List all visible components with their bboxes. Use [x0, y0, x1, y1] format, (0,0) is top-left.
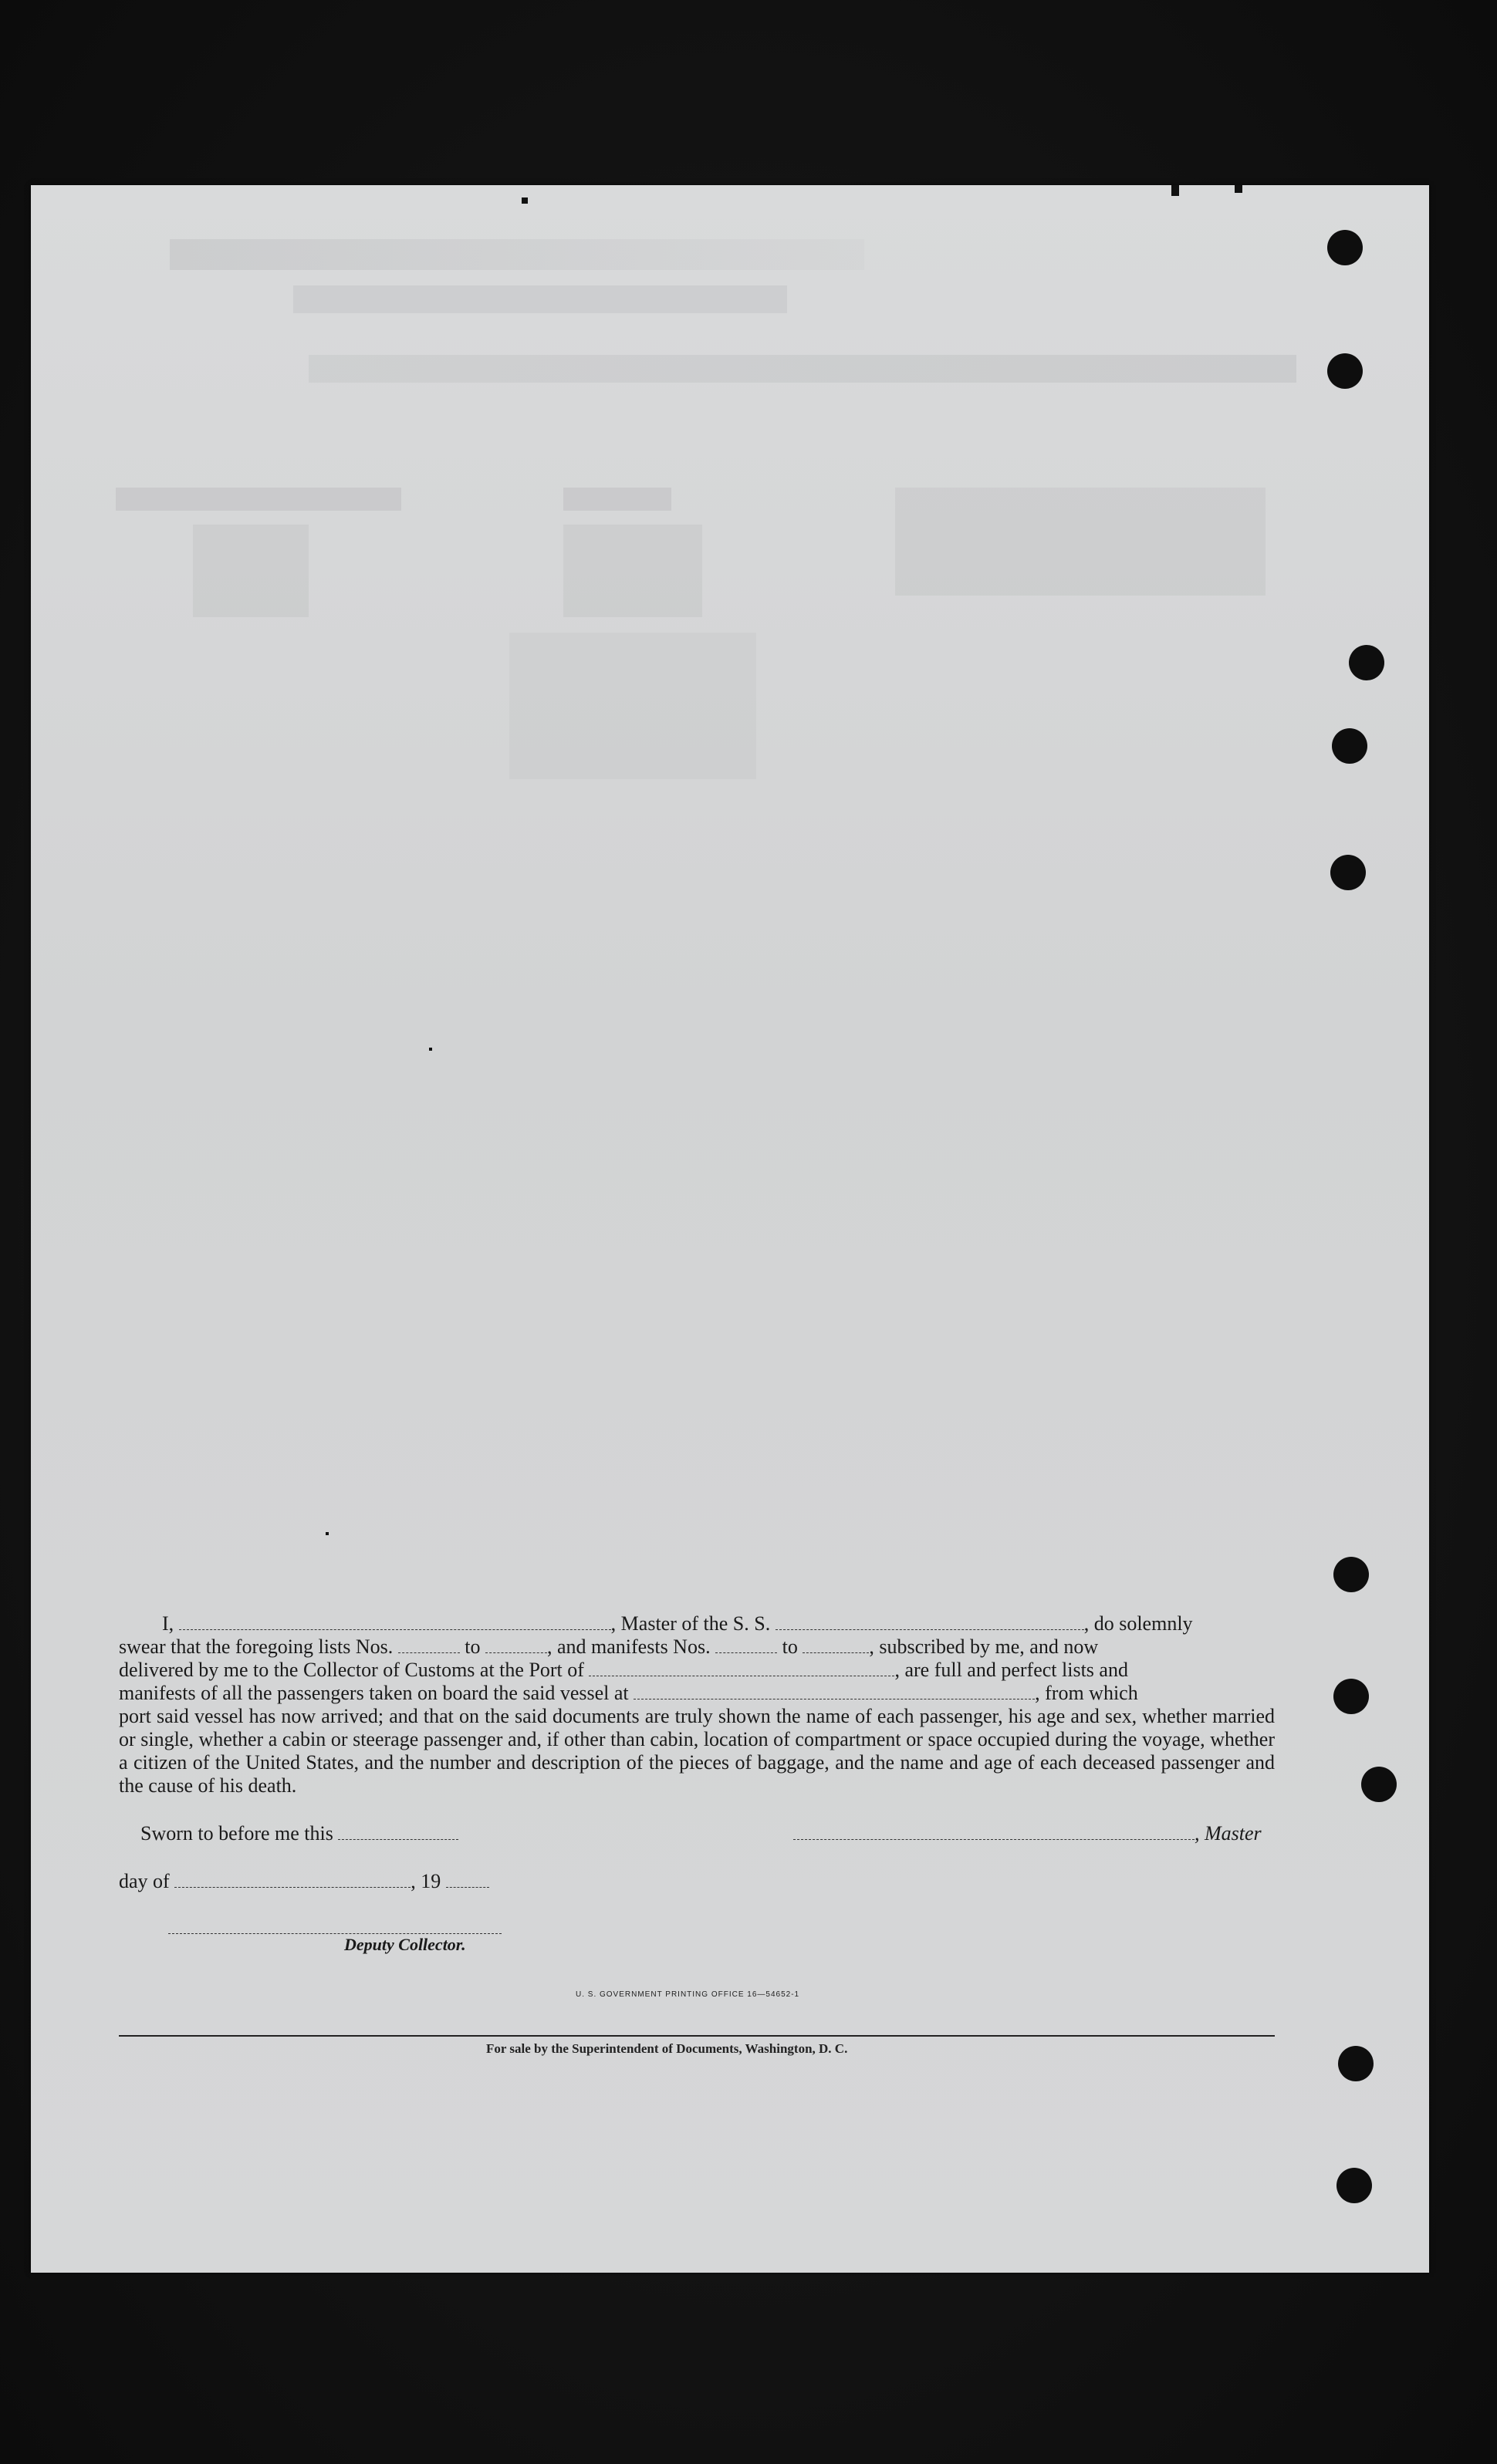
footer-rule [119, 2035, 1275, 2037]
oath-text: manifests of all the passengers taken on board the said vessel at [119, 1682, 629, 1704]
oath-text: to [465, 1635, 481, 1658]
binder-hole [1330, 855, 1366, 890]
for-sale-notice: For sale by the Superintendent of Documents, Washington, D. C. [486, 2041, 848, 2056]
port-field[interactable] [589, 1662, 894, 1676]
dust-speck [522, 197, 528, 204]
master-label: , Master [1195, 1822, 1262, 1845]
list-no-to-field[interactable] [485, 1639, 547, 1653]
master-signature-field[interactable] [793, 1825, 1195, 1840]
oath-text-remainder: port said vessel has now arrived; and that on the said documents are truly shown the name of each passenger, his age and sex, whether married or single, whether a cabin or steerage passenger and, if other than cabin, location of compartment or space occupied during the voyage, whether a citizen of the United States, and the number and description of the pieces of baggage, and the name and age of each deceased passenger and the cause of his death. [119, 1705, 1275, 1797]
document-page [31, 185, 1429, 2273]
oath-text: , are full and perfect lists and [894, 1659, 1128, 1681]
year-label: , 19 [411, 1870, 441, 1892]
dust-speck [326, 1532, 329, 1535]
sworn-line [140, 1822, 458, 1845]
bleed-through-mark [293, 285, 787, 313]
binder-hole [1336, 2168, 1372, 2203]
dust-speck [1171, 185, 1179, 196]
oath-text: , and manifests Nos. [547, 1635, 711, 1658]
binder-hole [1361, 1767, 1397, 1802]
master-oath-paragraph [119, 1612, 1275, 1797]
binder-hole [1338, 2046, 1374, 2081]
deputy-signature-field[interactable] [168, 1933, 502, 1934]
binder-hole [1349, 645, 1384, 680]
binder-hole [1333, 1557, 1369, 1592]
sworn-day-field[interactable] [338, 1825, 458, 1840]
oath-text: , Master of the S. S. [610, 1612, 771, 1635]
bleed-through-mark [563, 488, 671, 511]
year-field[interactable] [446, 1873, 489, 1888]
sworn-label: Sworn to before me this [140, 1822, 333, 1845]
deputy-collector-label: Deputy Collector. [344, 1935, 466, 1954]
manifest-no-to-field[interactable] [803, 1639, 869, 1653]
oath-text: , from which [1035, 1682, 1138, 1704]
bleed-through-mark [563, 525, 702, 617]
oath-text: to [782, 1635, 798, 1658]
oath-line-1 [119, 1612, 1275, 1635]
bleed-through-mark [509, 633, 756, 779]
bleed-through-mark [116, 488, 401, 511]
oath-line-4 [119, 1682, 1275, 1705]
oath-text: , subscribed by me, and now [869, 1635, 1099, 1658]
oath-text: , do solemnly [1083, 1612, 1193, 1635]
bleed-through-mark [309, 355, 1296, 383]
dust-speck [1235, 185, 1242, 193]
vessel-name-field[interactable] [776, 1615, 1084, 1630]
bleed-through-mark [193, 525, 309, 617]
list-no-from-field[interactable] [398, 1639, 460, 1653]
gpo-imprint: U. S. GOVERNMENT PRINTING OFFICE 16—54652-1 [576, 1990, 800, 1999]
binder-hole [1327, 353, 1363, 389]
oath-text: I, [162, 1612, 174, 1635]
binder-hole [1327, 230, 1363, 265]
binder-hole [1332, 728, 1367, 764]
day-of-line [119, 1870, 489, 1893]
day-of-label: day of [119, 1870, 170, 1892]
binder-hole [1333, 1679, 1369, 1714]
oath-text: delivered by me to the Collector of Customs at the Port of [119, 1659, 584, 1681]
master-name-field[interactable] [179, 1615, 611, 1630]
dust-speck [429, 1048, 432, 1051]
manifest-no-from-field[interactable] [715, 1639, 777, 1653]
oath-line-2 [119, 1635, 1275, 1659]
master-signature-line [793, 1822, 1262, 1845]
oath-text: swear that the foregoing lists Nos. [119, 1635, 394, 1658]
month-field[interactable] [174, 1873, 411, 1888]
departure-port-field[interactable] [634, 1685, 1035, 1699]
oath-line-3 [119, 1659, 1275, 1682]
bleed-through-mark [170, 239, 864, 270]
bleed-through-mark [895, 488, 1266, 596]
